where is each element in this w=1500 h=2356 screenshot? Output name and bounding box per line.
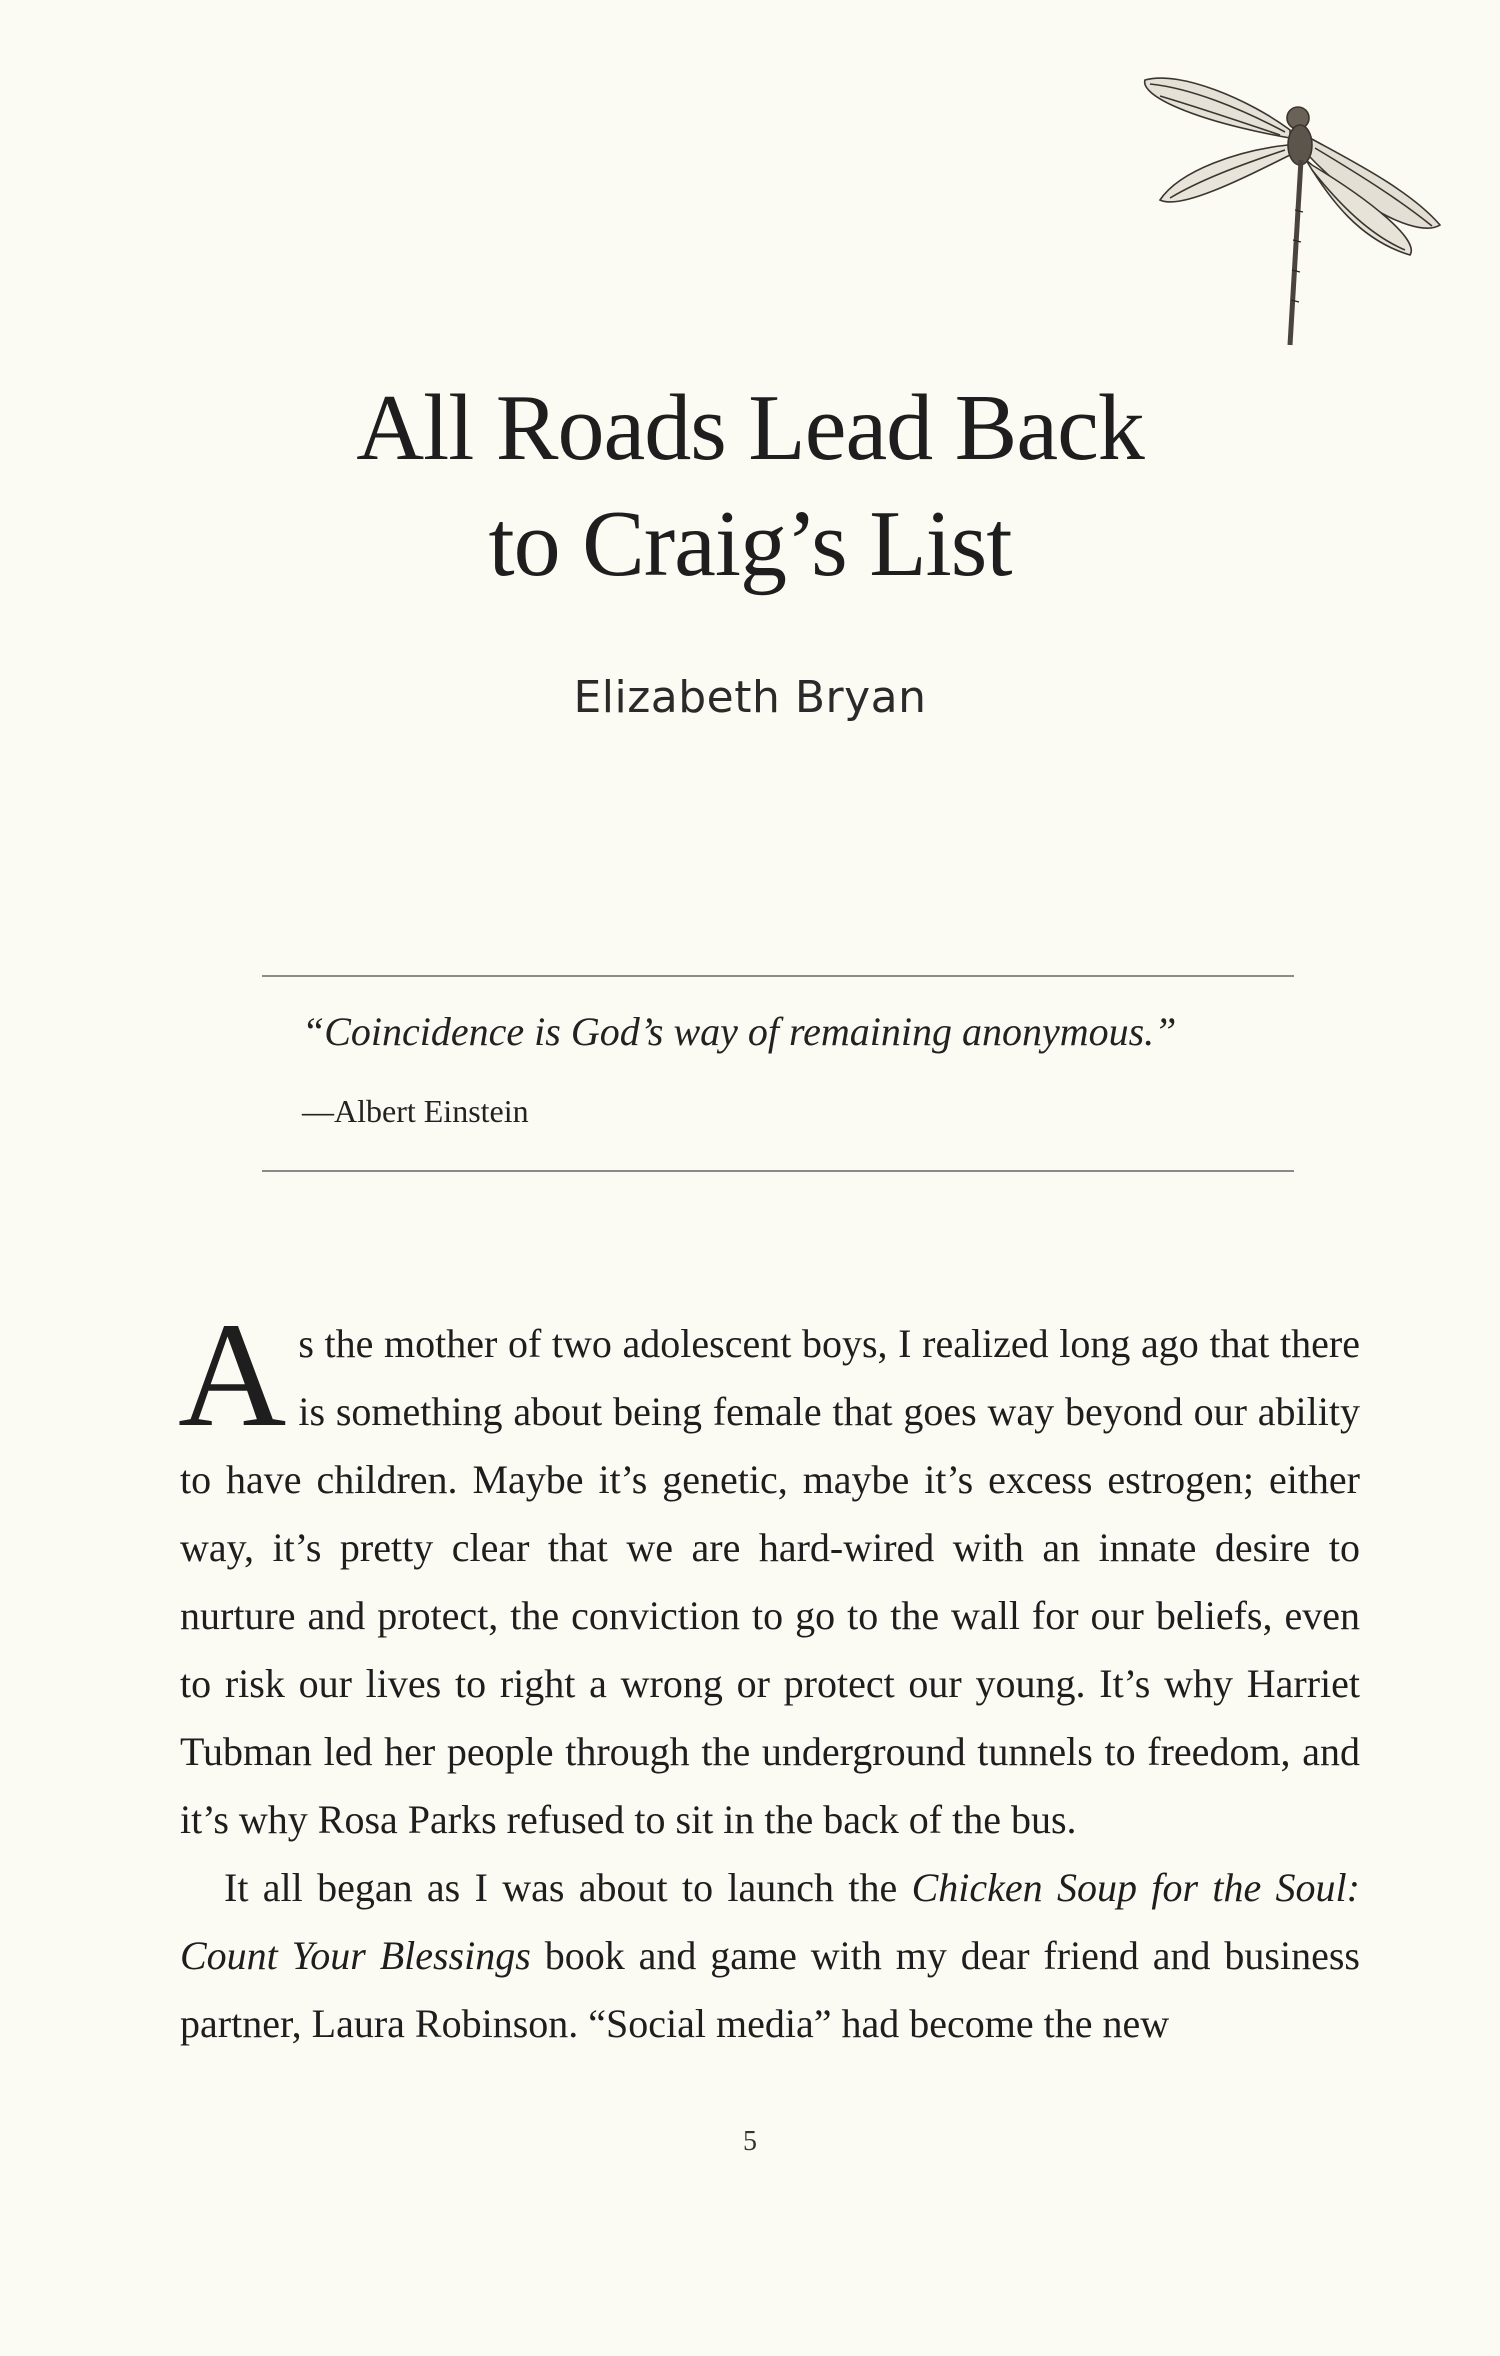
drop-cap: A — [178, 1292, 287, 1458]
body-paragraph-1 — [178, 1292, 1360, 1854]
chapter-body — [178, 1292, 1360, 2058]
author-name: Elizabeth Bryan — [573, 672, 927, 723]
body-paragraph-2-start: It all began as I was about to launch the — [224, 1865, 912, 1910]
body-paragraph-2-end: book and game with my dear friend and business partner, Laura Robinson. “Social media” had become the new — [180, 1933, 1360, 2046]
body-paragraph-2 — [180, 1854, 1360, 2058]
book-title-italic: Chicken Soup for the Soul: Count Your Blessings — [180, 1865, 1360, 1978]
epigraph-bottom-rule — [262, 1170, 1294, 1172]
body-paragraph-1-text: s the mother of two adolescent boys, I realized long ago that there is something about being female that goes way beyond our ability to have children. Maybe it’s genetic, maybe it’s excess estrogen; either way, it’s pretty clear that we are hard-wired with an innate desire to nurture and protect, the conviction to go to the wall for our beliefs, even to risk our lives to right a wrong or protect our young. It’s why Harriet Tubman led her people through the underground tunnels to freedom, and it’s why Rosa Parks refused to sit in the back of the bus. — [180, 1321, 1360, 1842]
epigraph-attribution: —Albert Einstein — [302, 1093, 529, 1129]
epigraph-top-rule — [262, 975, 1294, 977]
epigraph-quote: “Coincidence is God’s way of remaining anonymous.” — [302, 1009, 1177, 1054]
dragonfly-icon — [1120, 60, 1450, 360]
chapter-title-line-2: to Craig’s List — [488, 492, 1012, 596]
chapter-title — [0, 370, 1500, 602]
page-number: 5 — [743, 2126, 757, 2157]
chapter-title-line-1: All Roads Lead Back — [356, 376, 1144, 480]
